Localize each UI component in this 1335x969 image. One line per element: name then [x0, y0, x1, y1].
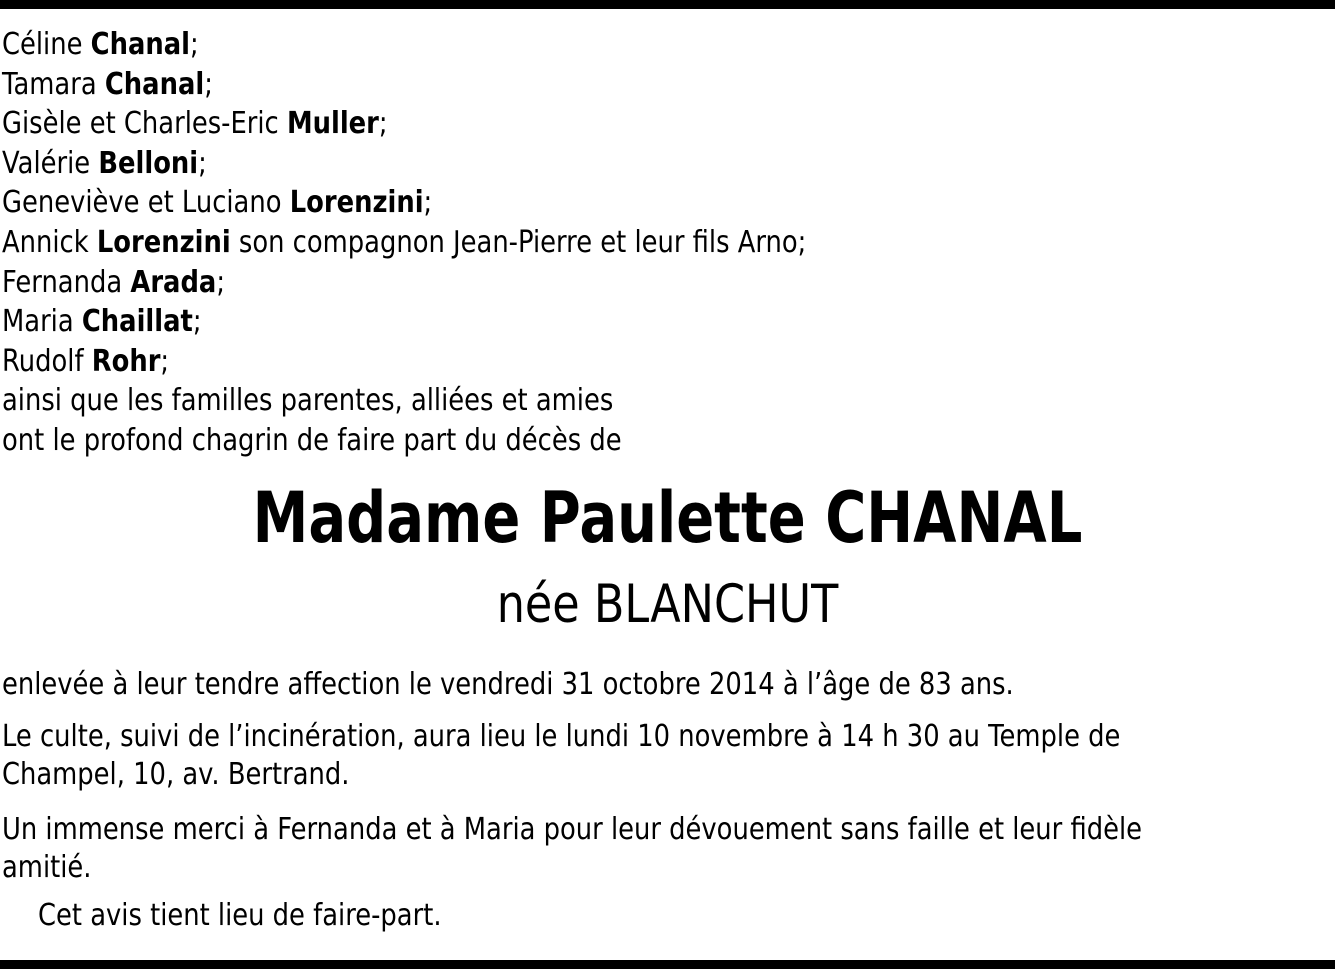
deceased-name: Madame Paulette CHANAL	[252, 477, 1083, 559]
family-surname: Chanal	[104, 66, 205, 102]
thanks-line: amitié.	[2, 850, 92, 885]
family-list	[2, 25, 806, 461]
top-rule	[0, 0, 1335, 9]
closing-paragraph	[38, 897, 442, 935]
family-surname: Lorenzini	[96, 224, 231, 260]
family-surname: Belloni	[98, 145, 199, 181]
family-line: Gisèle et Charles-Eric Muller;	[2, 106, 388, 142]
family-line: Maria Chaillat;	[2, 304, 202, 340]
family-line: Annick Lorenzini son compagnon Jean-Pierre et leur fils Arno;	[2, 224, 807, 260]
family-surname: Arada	[130, 264, 217, 300]
bottom-rule	[0, 960, 1335, 969]
family-surname: Muller	[286, 106, 379, 142]
closing-text: Cet avis tient lieu de faire-part.	[38, 898, 442, 933]
family-surname: Rohr	[91, 343, 161, 379]
family-line: Fernanda Arada;	[2, 264, 226, 300]
service-line: Champel, 10, av. Bertrand.	[2, 757, 350, 792]
intro-line: ainsi que les familles parentes, alliées et amies	[2, 383, 614, 419]
family-line: Valérie Belloni;	[2, 145, 207, 181]
family-line: Tamara Chanal;	[2, 66, 213, 102]
service-paragraph	[2, 718, 1120, 794]
intro-line: ont le profond chagrin de faire part du décès de	[2, 422, 622, 458]
death-notice-paragraph	[2, 666, 1014, 704]
family-surname: Chanal	[90, 27, 191, 62]
family-line: Céline Chanal;	[2, 27, 199, 62]
thanks-line: Un immense merci à Fernanda et à Maria pour leur dévouement sans faille et leur fidèle	[2, 812, 1143, 847]
family-line: Geneviève et Luciano Lorenzini;	[2, 185, 433, 221]
service-line: Le culte, suivi de l’incinération, aura lieu le lundi 10 novembre à 14 h 30 au Temple de	[2, 719, 1121, 754]
family-line: Rudolf Rohr;	[2, 343, 170, 379]
family-surname: Lorenzini	[289, 185, 424, 221]
maiden-name: née BLANCHUT	[496, 574, 839, 635]
thanks-paragraph	[2, 811, 1142, 887]
death-notice-text: enlevée à leur tendre affection le vendredi 31 octobre 2014 à l’âge de 83 ans.	[2, 667, 1014, 702]
family-surname: Chaillat	[81, 304, 193, 340]
